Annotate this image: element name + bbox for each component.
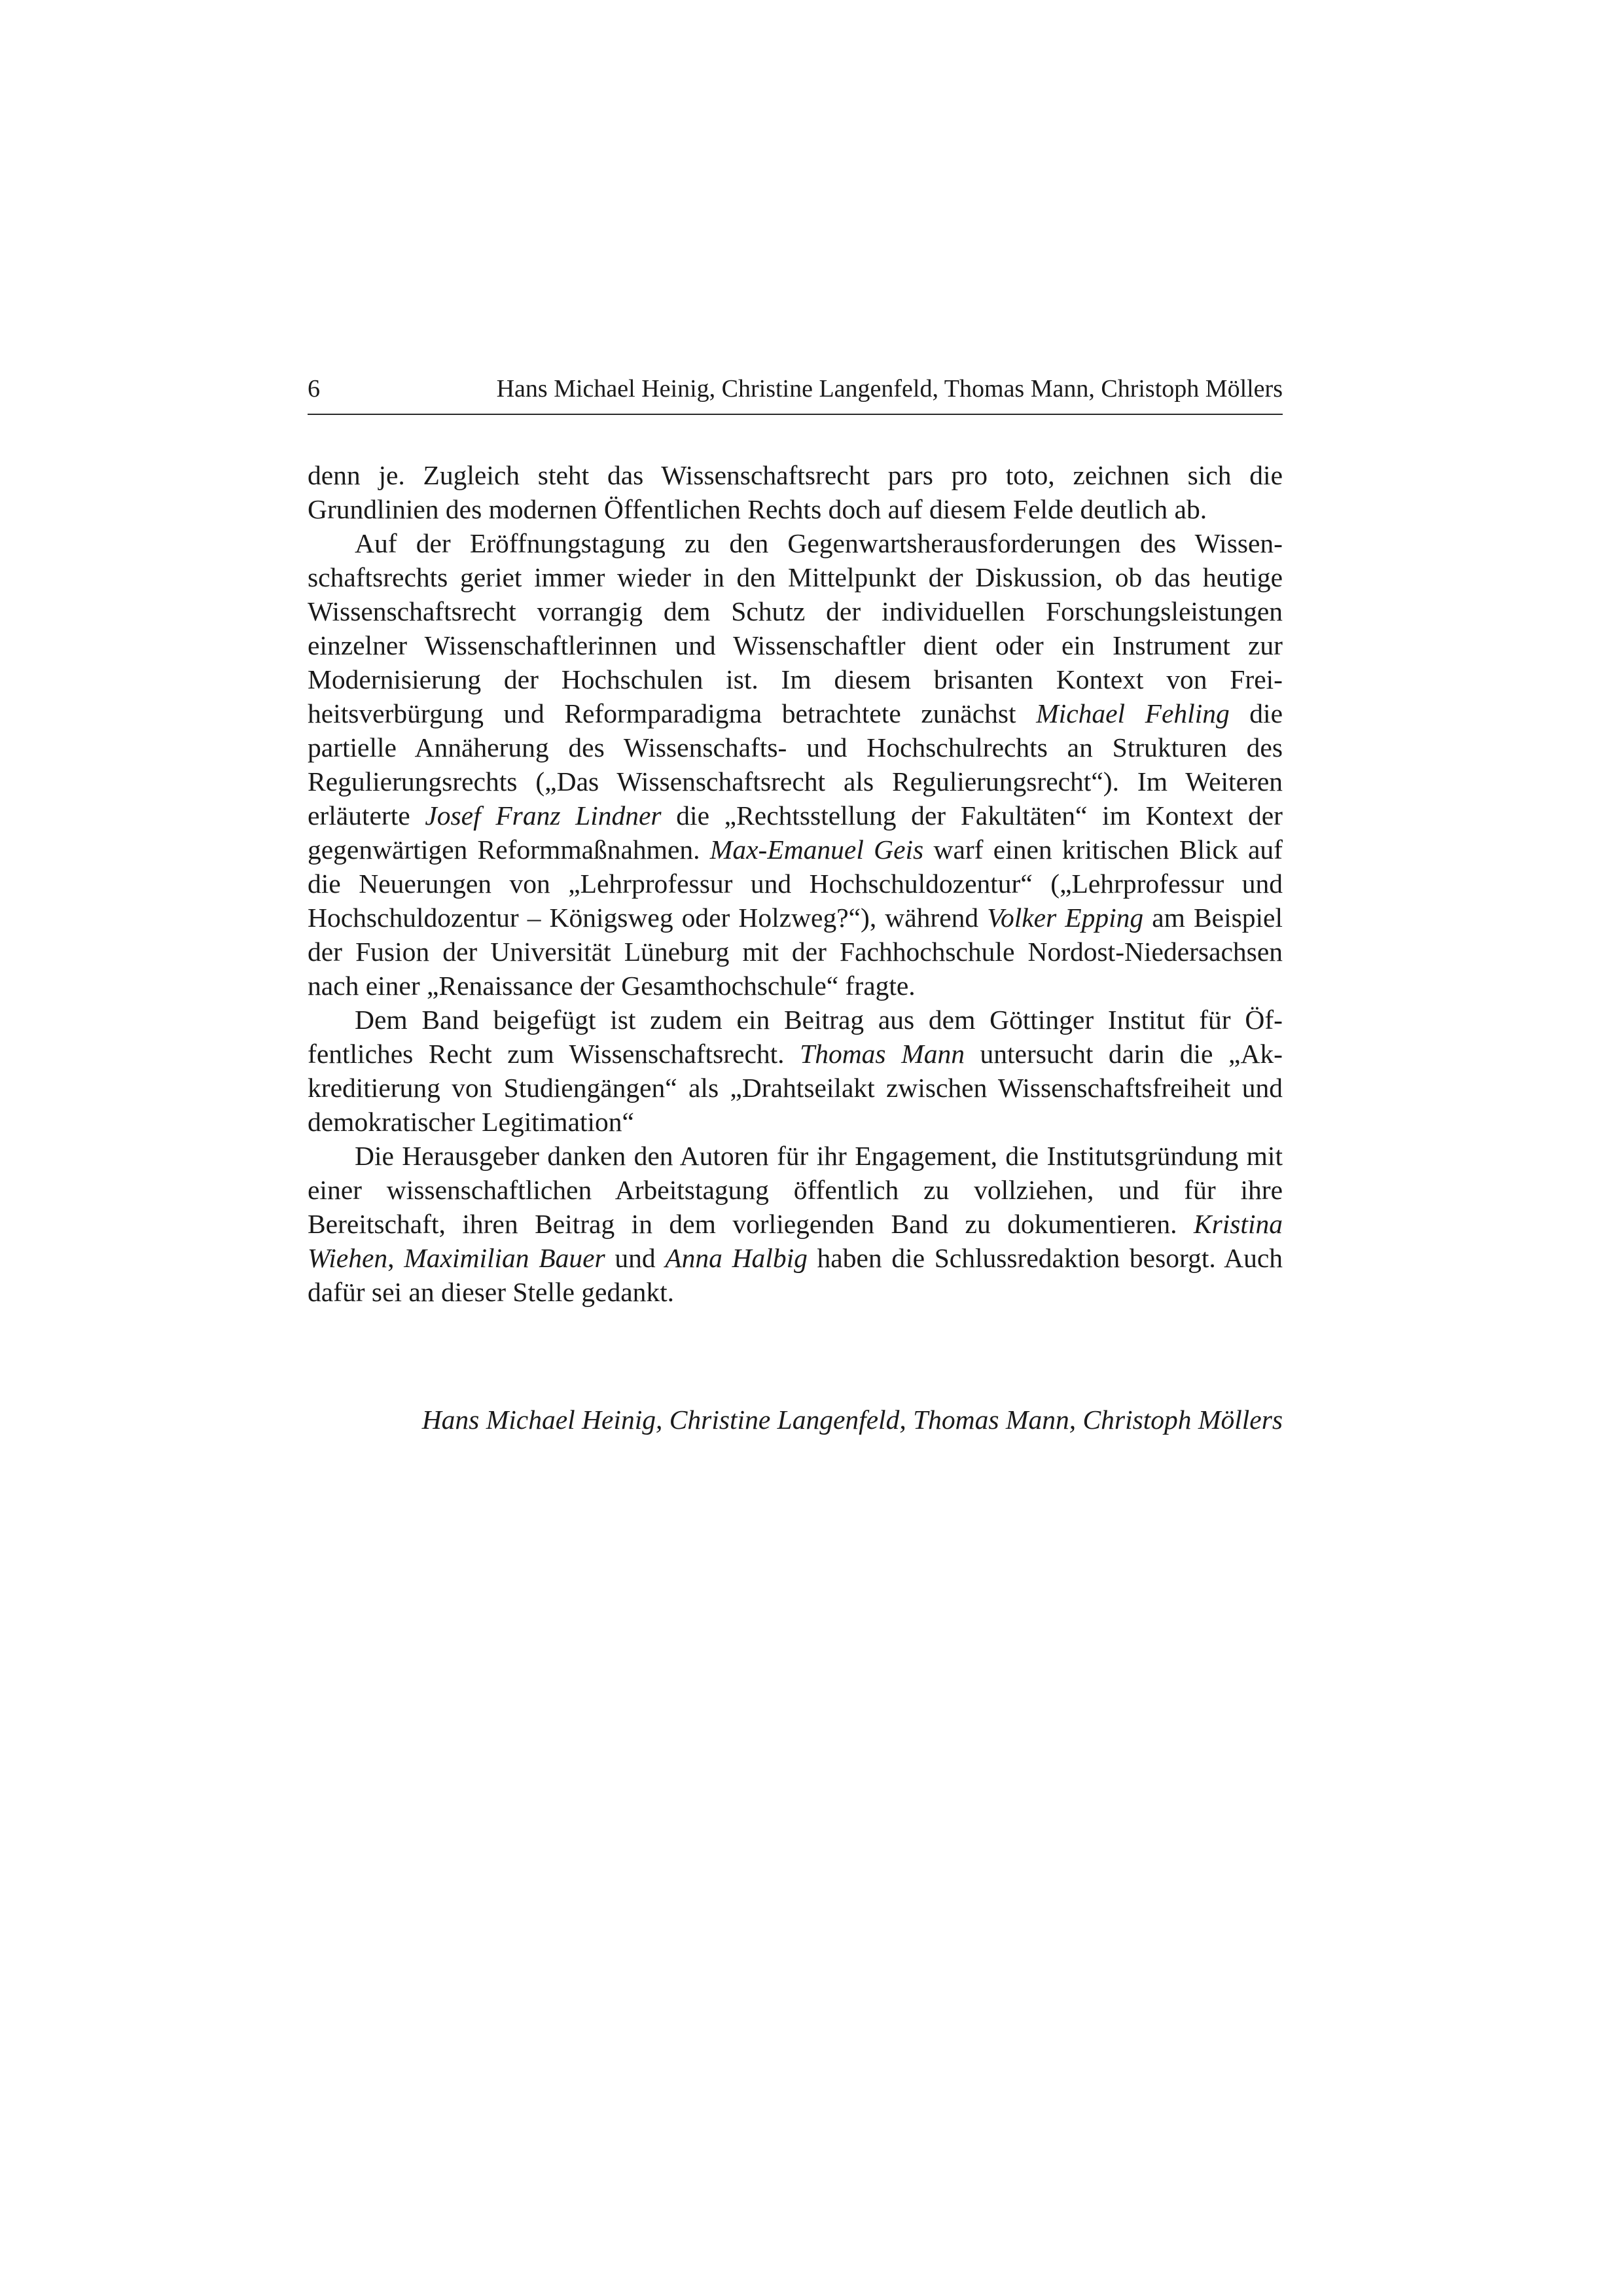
paragraph-text: und [605, 1243, 666, 1273]
editor-name-halbig: Anna Halbig [665, 1243, 808, 1273]
paragraph-text: am Beispiel der Fusion der Universität Lüneburg mit der Fachhochschule Nordost-Niedersachsen nach einer „Renaissance der Gesamthochschule“ fragte. [308, 903, 1283, 1001]
editor-name-wiehen: Kristina Wiehen [308, 1209, 1283, 1273]
body-text [308, 458, 1283, 1309]
paragraph-text: Dem Band beigefügt ist zudem ein Beitrag aus dem Göttinger Institut für Öffentliches Recht zum Wissenschaftsrecht. [308, 1005, 1283, 1069]
paragraph-text: , [387, 1243, 404, 1273]
paragraph-text: die „Rechtsstellung der Fakultäten“ im Kontext der gegenwärtigen Reformmaßnahmen. [308, 800, 1283, 865]
running-header [308, 374, 1283, 415]
author-name-lindner: Josef Franz Lindner [425, 800, 662, 831]
author-name-mann: Thomas Mann [800, 1039, 965, 1069]
paragraph-text: denn je. Zugleich steht das Wissenschaftsrecht pars pro toto, zeichnen sich die Grundlinien des modernen Öffentlichen Rechts doch auf diesem Felde deutlich ab. [308, 460, 1283, 524]
paragraph-4 [308, 1139, 1283, 1309]
paragraph-text: haben die Schlussredaktion besorgt. Auch dafür sei an dieser Stelle gedankt. [308, 1243, 1283, 1307]
paragraph-text: Die Herausgeber danken den Autoren für ihr Engagement, die Institutsgründung mit einer wissenschaftlichen Arbeitstagung öffentlich zu vollziehen, und für ihre Bereitschaft, ihren Beitrag in dem vorliegenden Band zu dokumentieren. [308, 1141, 1283, 1239]
author-name-epping: Volker Epping [987, 903, 1144, 933]
author-name-geis: Max-Emanuel Geis [709, 834, 924, 865]
paragraph-text: Auf der Eröffnungstagung zu den Gegenwartsherausforderungen des Wissenschaftsrechts geriet immer wieder in den Mittelpunkt der Diskussion, ob das heutige Wissenschaftsrecht vorrangig dem Schutz der individuellen Forschungsleistungen einzelner Wissenschaftlerinnen und Wissenschaftler dient oder ein Instrument zur Modernisierung der Hochschulen ist. Im diesem brisanten Kontext von Freiheitsverbürgung und Reformparadigma betrachtete zunächst [308, 528, 1283, 728]
paragraph-text: warf einen kritischen Blick auf die Neuerungen von „Lehrprofessur und Hochschuldozentur“ („Lehrprofessur und Hochschuldozentur – Königsweg oder Holzweg?“), während [308, 834, 1283, 933]
paragraph-text: die partielle Annäherung des Wissenschafts- und Hochschulrechts an Strukturen des Regulierungsrechts („Das Wissenschaftsrecht als Regulierungsrecht“). Im Weiteren erläuterte [308, 698, 1283, 831]
header-authors: Hans Michael Heinig, Christine Langenfeld, Thomas Mann, Christoph Möllers [496, 375, 1283, 403]
paragraph-3 [308, 1003, 1283, 1139]
paragraph-text: untersucht darin die „Akkreditierung von Studiengängen“ als „Drahtseilakt zwischen Wissenschaftsfreiheit und demokratischer Legitimation“ [308, 1039, 1283, 1137]
signature: Hans Michael Heinig, Christine Langenfeld, Thomas Mann, Christoph Möllers [421, 1405, 1283, 1435]
author-name-fehling: Michael Fehling [1036, 698, 1230, 728]
editor-name-bauer: Maximilian Bauer [404, 1243, 605, 1273]
paragraph-2 [308, 526, 1283, 1003]
page-number: 6 [308, 375, 320, 403]
paragraph-1 [308, 458, 1283, 526]
